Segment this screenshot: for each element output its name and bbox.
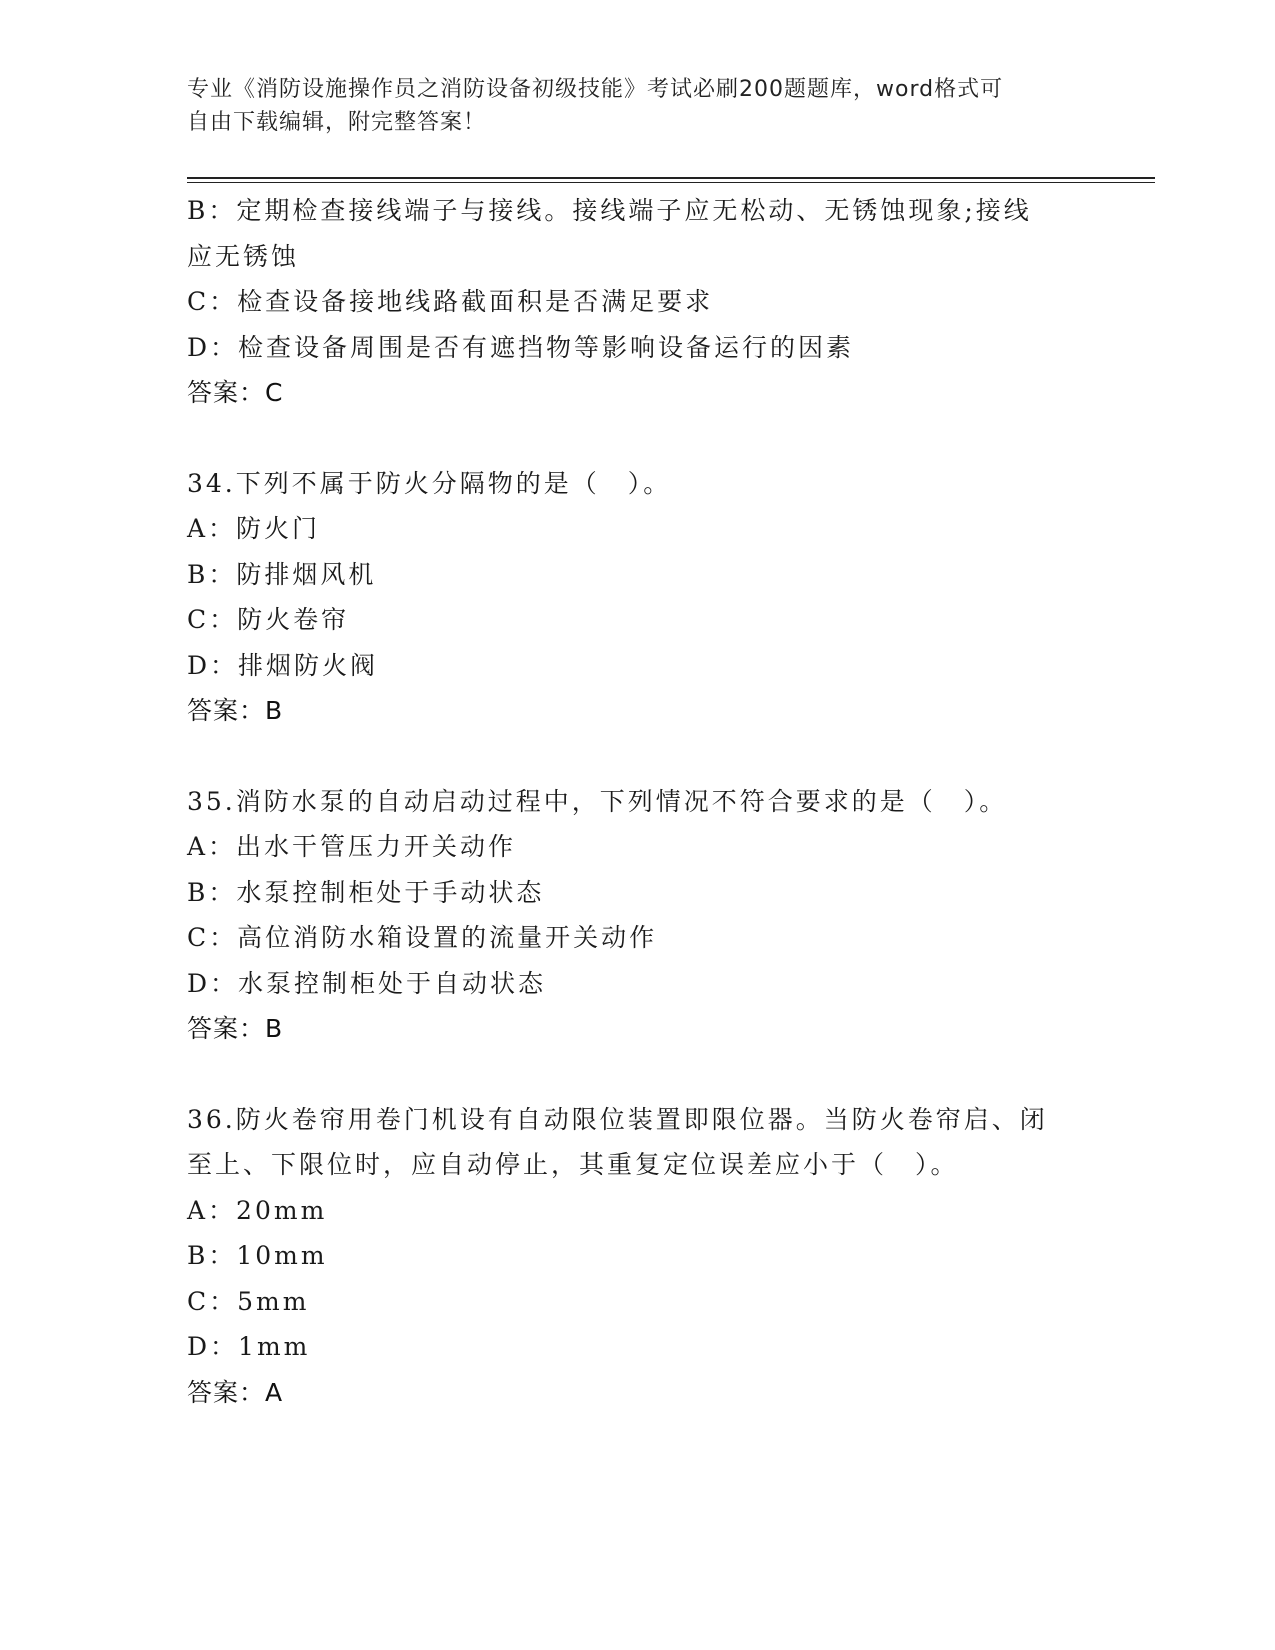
option-b: B：水泵控制柜处于手动状态 [187, 877, 545, 907]
header-line-1: 专业《消防设施操作员之消防设备初级技能》考试必刷200题题库，word格式可 [187, 77, 1004, 102]
option-d: D：水泵控制柜处于自动状态 [187, 968, 547, 998]
option-d: D：排烟防火阀 [187, 650, 379, 680]
header-line-2: 自由下载编辑，附完整答案！ [187, 110, 487, 135]
question-list [187, 188, 1087, 1415]
question-stem: 34.下列不属于防火分隔物的是（ ）。 [187, 468, 672, 498]
spacer [187, 1052, 1087, 1097]
option-c: C：5mm [187, 1286, 310, 1316]
option-b: B：定期检查接线端子与接线。接线端子应无松动、无锈蚀现象;接线 [187, 196, 1032, 225]
spacer [187, 734, 1087, 779]
option-b: B：防排烟风机 [187, 559, 377, 589]
option-c: C：高位消防水箱设置的流量开关动作 [187, 923, 658, 952]
option-b: B：10mm [187, 1241, 328, 1270]
answer: 答案：A [187, 1377, 284, 1407]
question-34 [187, 461, 1087, 734]
option-b-continued: 应无锈蚀 [187, 241, 300, 271]
option-a: A：出水干管压力开关动作 [187, 832, 517, 861]
option-c: C：检查设备接地线路截面积是否满足要求 [187, 287, 714, 316]
page-header [187, 73, 1077, 139]
question-35 [187, 779, 1087, 1052]
answer: 答案：B [187, 1014, 284, 1043]
question-stem: 36.防火卷帘用卷门机设有自动限位装置即限位器。当防火卷帘启、闭 [187, 1104, 1048, 1134]
spacer [187, 416, 1087, 461]
header-divider-thin [187, 182, 1155, 183]
option-d: D：检查设备周围是否有遮挡物等影响设备运行的因素 [187, 332, 855, 362]
header-divider-thick [187, 177, 1155, 179]
question-33-tail [187, 188, 1087, 416]
question-36 [187, 1097, 1087, 1416]
question-stem: 35.消防水泵的自动启动过程中，下列情况不符合要求的是（ ）。 [187, 786, 1008, 816]
option-a: A：防火门 [187, 514, 321, 543]
option-c: C：防火卷帘 [187, 605, 350, 634]
question-stem-continued: 至上、下限位时，应自动停止，其重复定位误差应小于（ ）。 [187, 1150, 959, 1179]
answer: 答案：B [187, 696, 284, 725]
answer: 答案：C [187, 378, 284, 407]
option-d: D：1mm [187, 1332, 311, 1361]
option-a: A：20mm [187, 1195, 328, 1225]
